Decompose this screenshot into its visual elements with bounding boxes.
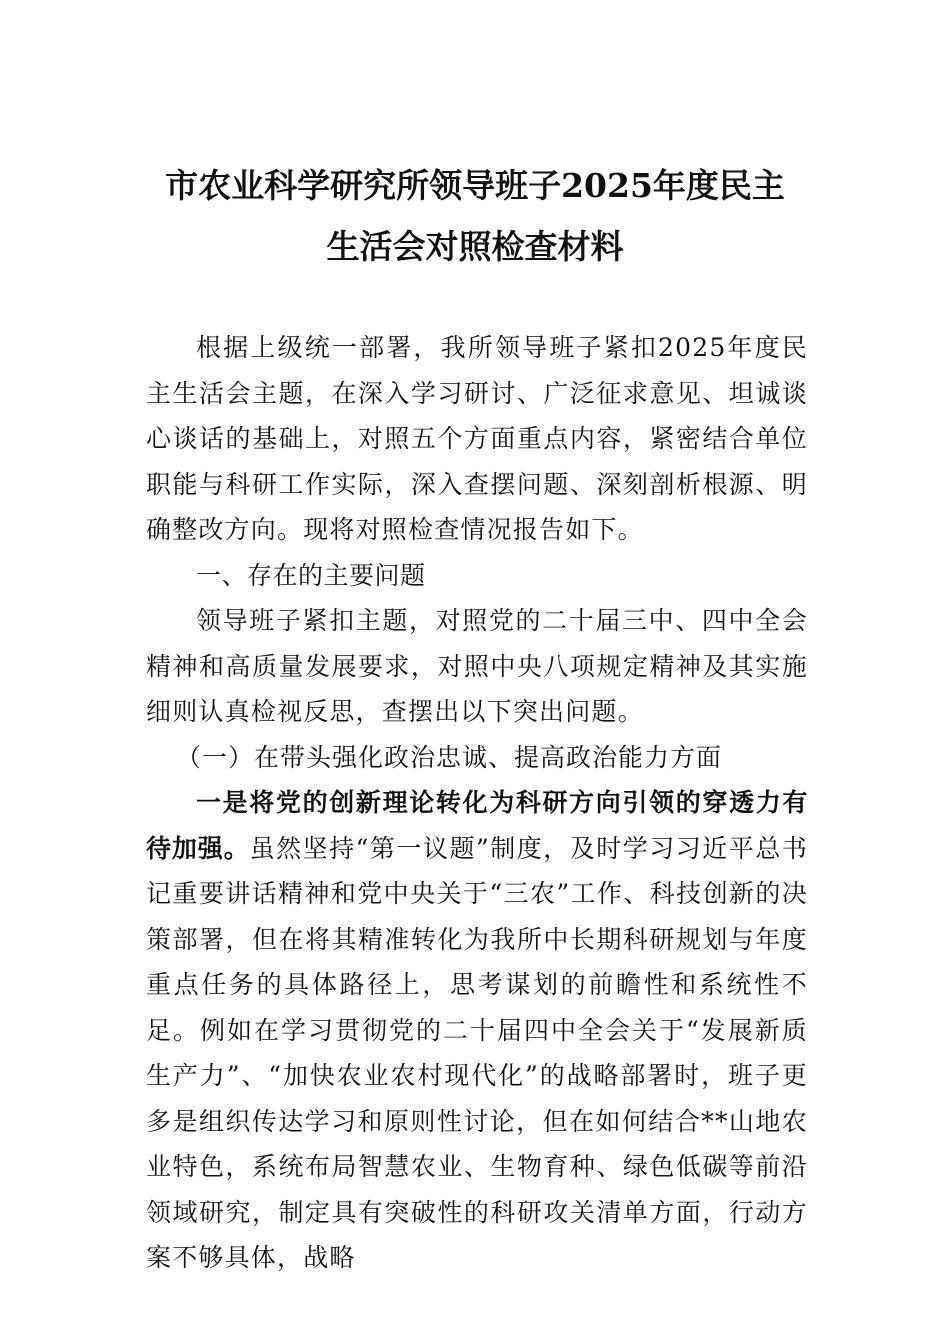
point-1-text: 虽然坚持“第一议题”制度，及时学习习近平总书记重要讲话精神和党中央关于“三农”工作、科技创新的决策部署，但在将其精准转化为我所中长期科研规划与年度重点任务的具体路径上，思考谋划的前瞻性和系统性不足。例如在学习贯彻党的二十届四中全会关于“发展新质生产力”、“加快农业农村现代化”的战略部署时，班子更多是组织传达学习和原则性讨论，但在如何结合**山地农业特色，系统布局智慧农业、生物育种、绿色低碳等前沿领域研究，制定具有突破性的科研攻关清单方面，行动方案不够具体，战略 xyxy=(146,833,808,1272)
subsection-heading-1: （一）在带头强化政治忠诚、提高政治能力方面 xyxy=(176,742,723,772)
point-1-paragraph xyxy=(146,780,808,1281)
intro-paragraph: 根据上级统一部署，我所领导班子紧扣2025年度民主生活会主题，在深入学习研讨、广泛征求意见、坦诚谈心谈话的基础上，对照五个方面重点内容，紧密结合单位职能与科研工作实际，深入查摆问题、深刻剖析根源、明确整改方向。现将对照检查情况报告如下。 xyxy=(146,333,808,544)
section-1-paragraph: 领导班子紧扣主题，对照党的二十届三中、四中全会精神和高质量发展要求，对照中央八项规定精神及其实施细则认真检视反思，查摆出以下突出问题。 xyxy=(146,606,808,726)
document-title xyxy=(120,155,830,277)
point-1-lead: 一是将党的创新理论转化为科研方向引领的穿透力有待加强。 xyxy=(146,788,808,863)
title-line-1: 市农业科学研究所领导班子2025年度民主 xyxy=(165,166,785,205)
section-heading-1: 一、存在的主要问题 xyxy=(196,560,426,590)
document-body xyxy=(146,325,808,1281)
title-line-2: 生活会对照检查材料 xyxy=(326,227,624,266)
